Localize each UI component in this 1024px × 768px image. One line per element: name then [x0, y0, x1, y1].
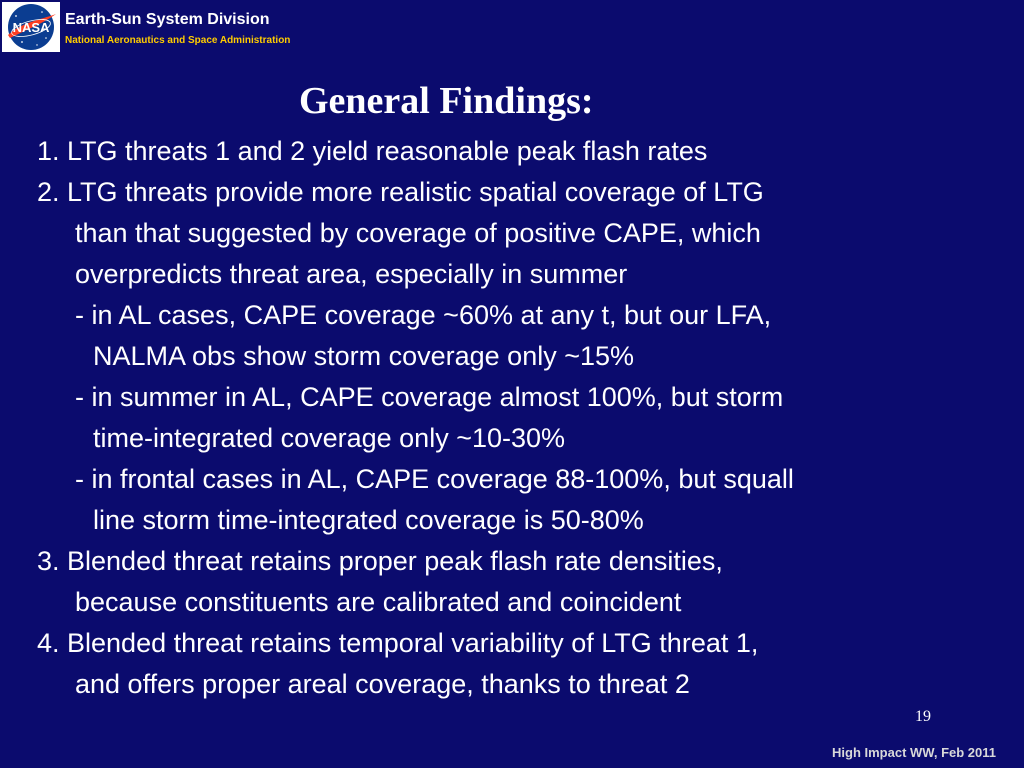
slide-title: General Findings: [299, 80, 594, 122]
finding-2-continued: than that suggested by coverage of positive CAPE, which [75, 218, 761, 248]
finding-2-sub-item: - in frontal cases in AL, CAPE coverage 88-100%, but squall [75, 464, 794, 494]
finding-4-continued: and offers proper areal coverage, thanks to threat 2 [75, 669, 690, 699]
agency-name: National Aeronautics and Space Administration [65, 35, 291, 46]
finding-3-continued: because constituents are calibrated and coincident [75, 587, 682, 617]
finding-2-sub-item-continued: NALMA obs show storm coverage only ~15% [93, 341, 635, 371]
nasa-logo [2, 2, 60, 52]
slide-header [0, 0, 340, 54]
division-name: Earth-Sun System Division [65, 11, 270, 28]
finding-2-sub-item-continued: line storm time-integrated coverage is 50-80% [93, 505, 644, 535]
finding-2: 2. LTG threats provide more realistic spatial coverage of LTG [37, 177, 764, 207]
findings-list [37, 131, 1007, 705]
finding-2-sub-item-continued: time-integrated coverage only ~10-30% [93, 423, 566, 453]
finding-2-continued: overpredicts threat area, especially in summer [75, 259, 628, 289]
finding-1: 1. LTG threats 1 and 2 yield reasonable peak flash rates [37, 136, 708, 166]
finding-2-sub-item: - in summer in AL, CAPE coverage almost 100%, but storm [75, 382, 784, 412]
nasa-logo-wordmark: NASA [12, 20, 50, 35]
finding-3: 3. Blended threat retains proper peak flash rate densities, [37, 546, 723, 576]
finding-4: 4. Blended threat retains temporal variability of LTG threat 1, [37, 628, 759, 658]
footer-text: High Impact WW, Feb 2011 [832, 745, 996, 760]
finding-2-sub-item: - in AL cases, CAPE coverage ~60% at any t, but our LFA, [75, 300, 772, 330]
page-number: 19 [915, 708, 931, 725]
